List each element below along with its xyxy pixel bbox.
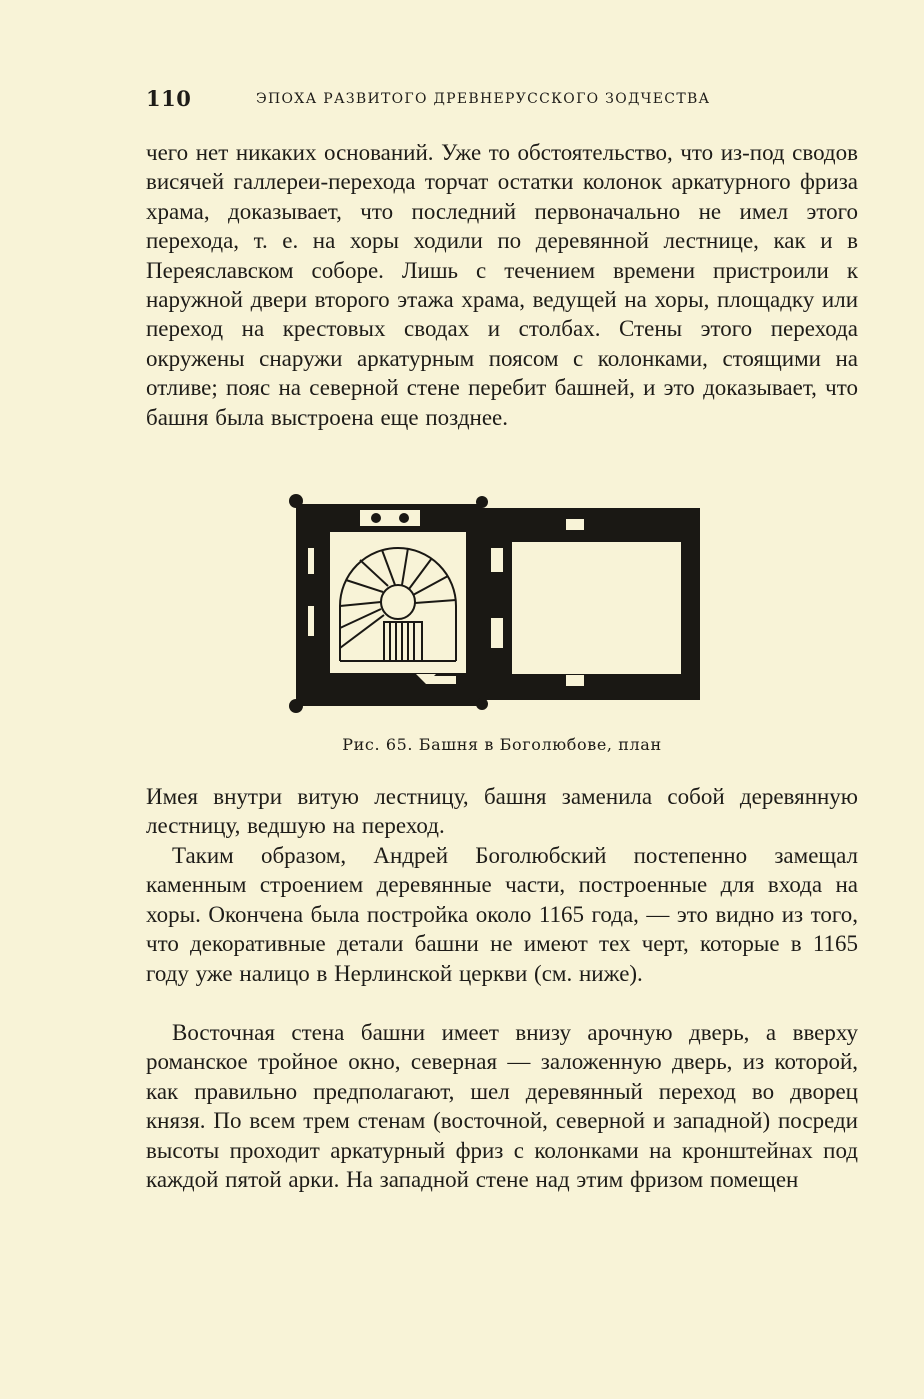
figure-caption: Рис. 65. Башня в Боголюбове, план: [342, 735, 662, 754]
tower-floor-plan: [276, 488, 716, 720]
running-title: ЭПОХА РАЗВИТОГО ДРЕВНЕРУССКОГО ЗОДЧЕСТВА: [256, 91, 711, 107]
page-header: [146, 86, 858, 116]
page-number: 110: [146, 86, 192, 111]
paragraph-3: Таким образом, Андрей Боголюбский постепенно замещал каменным строением деревянные части, построенные для входа на хоры. Окончена была постройка около 1165 года, — это видно из того, что декоративные детали башни не имеют тех черт, которые в 1165 году уже налицо в Нерлинской церкви (см. ниже).: [146, 843, 858, 986]
paragraph-1: чего нет никаких оснований. Уже то обстоятельство, что из-под сводов висячей галлереи-перехода торчат остатки колонок аркатурного фриза храма, доказывает, что последний первоначально не имел этого перехода, т. е. на хоры ходили по деревянной лестнице, как и в Переяславском соборе. Лишь с течением времени пристроили к наружной двери второго этажа храма, ведущей на хоры, площадку или переход на крестовых сводах и столбах. Стены этого перехода окружены снаружи аркатурным поясом с колонками, стоящими на отливе; пояс на северной стене перебит башней, и это доказывает, что башня была выстроена еще позднее.: [146, 140, 858, 430]
paragraph-4: Восточная стена башни имеет внизу арочную дверь, а вверху романское тройное окно, северная — заложенную дверь, из которой, как правильно предполагают, шел деревянный переход во дворец князя. По всем трем стенам (восточной, северной и западной) посреди высоты проходит аркатурный фриз с колонками на кронштейнах под каждой пятой арки. На западной стене над этим фризом помещен: [146, 1020, 858, 1193]
tower-plan-figure: [276, 488, 716, 720]
paragraph-2: Имея внутри витую лестницу, башня заменила собой деревянную лестницу, ведшую на переход.: [146, 784, 858, 839]
